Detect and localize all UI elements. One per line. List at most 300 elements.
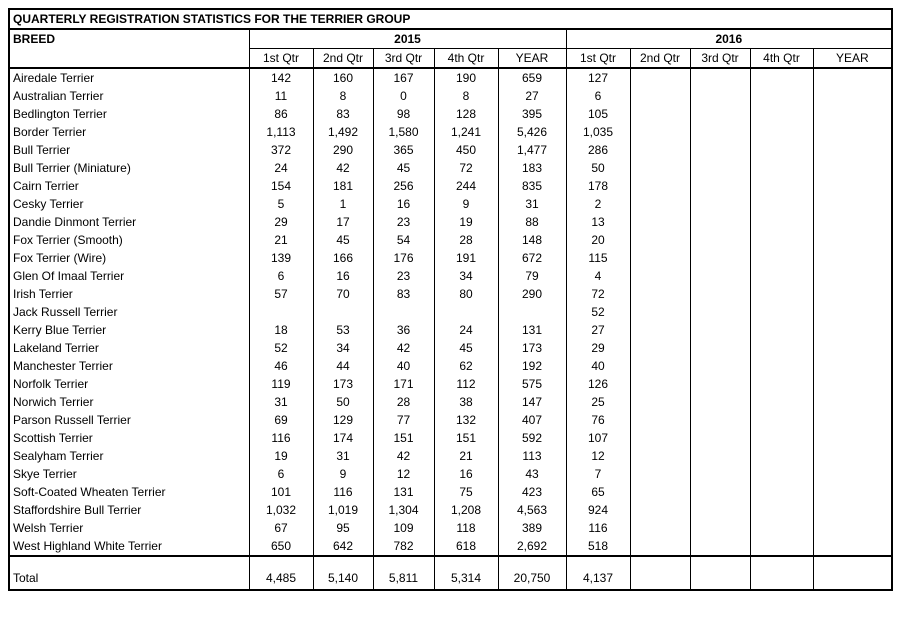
value-cell: 8 — [434, 87, 498, 105]
total-value-cell: 20,750 — [498, 556, 566, 590]
value-cell — [690, 141, 750, 159]
value-cell: 924 — [566, 501, 630, 519]
value-cell: 83 — [373, 285, 434, 303]
breed-name: Bedlington Terrier — [9, 105, 249, 123]
value-cell: 12 — [566, 447, 630, 465]
breed-name: Glen Of Imaal Terrier — [9, 267, 249, 285]
value-cell: 75 — [434, 483, 498, 501]
value-cell — [813, 249, 892, 267]
value-cell: 178 — [566, 177, 630, 195]
value-cell — [813, 339, 892, 357]
value-cell: 27 — [498, 87, 566, 105]
value-cell — [813, 393, 892, 411]
value-cell: 45 — [313, 231, 373, 249]
value-cell: 29 — [566, 339, 630, 357]
column-header-2015-4th-qtr: 4th Qtr — [434, 49, 498, 69]
value-cell: 365 — [373, 141, 434, 159]
value-cell — [750, 249, 813, 267]
column-header-2016-3rd-qtr: 3rd Qtr — [690, 49, 750, 69]
breed-name: Cesky Terrier — [9, 195, 249, 213]
value-cell: 1,580 — [373, 123, 434, 141]
value-cell: 244 — [434, 177, 498, 195]
value-cell: 256 — [373, 177, 434, 195]
value-cell: 618 — [434, 537, 498, 556]
value-cell — [630, 249, 690, 267]
value-cell — [750, 357, 813, 375]
value-cell — [690, 231, 750, 249]
value-cell — [690, 483, 750, 501]
value-cell — [813, 519, 892, 537]
value-cell: 592 — [498, 429, 566, 447]
total-value-cell: 5,140 — [313, 556, 373, 590]
value-cell: 50 — [313, 393, 373, 411]
table-row — [9, 177, 892, 195]
value-cell: 19 — [249, 447, 313, 465]
value-cell — [750, 231, 813, 249]
value-cell: 17 — [313, 213, 373, 231]
value-cell — [630, 537, 690, 556]
value-cell — [750, 159, 813, 177]
value-cell — [690, 303, 750, 321]
value-cell: 42 — [313, 159, 373, 177]
table-row — [9, 123, 892, 141]
value-cell: 101 — [249, 483, 313, 501]
value-cell — [813, 123, 892, 141]
value-cell — [630, 303, 690, 321]
value-cell: 43 — [498, 465, 566, 483]
breed-name: Scottish Terrier — [9, 429, 249, 447]
value-cell: 1,035 — [566, 123, 630, 141]
value-cell — [813, 105, 892, 123]
value-cell: 395 — [498, 105, 566, 123]
table-row — [9, 321, 892, 339]
value-cell: 2,692 — [498, 537, 566, 556]
value-cell: 27 — [566, 321, 630, 339]
table-row — [9, 105, 892, 123]
value-cell — [690, 159, 750, 177]
value-cell — [750, 375, 813, 393]
value-cell: 53 — [313, 321, 373, 339]
table-row — [9, 375, 892, 393]
value-cell: 79 — [498, 267, 566, 285]
value-cell — [750, 519, 813, 537]
value-cell: 52 — [566, 303, 630, 321]
value-cell: 290 — [498, 285, 566, 303]
value-cell — [690, 429, 750, 447]
value-cell: 650 — [249, 537, 313, 556]
value-cell: 116 — [313, 483, 373, 501]
value-cell — [630, 501, 690, 519]
value-cell: 28 — [373, 393, 434, 411]
value-cell — [630, 213, 690, 231]
table-foot — [9, 556, 892, 590]
value-cell: 16 — [434, 465, 498, 483]
value-cell: 95 — [313, 519, 373, 537]
value-cell: 389 — [498, 519, 566, 537]
value-cell — [750, 393, 813, 411]
value-cell: 24 — [249, 159, 313, 177]
value-cell — [750, 303, 813, 321]
table-row — [9, 231, 892, 249]
breed-name: Sealyham Terrier — [9, 447, 249, 465]
value-cell — [690, 267, 750, 285]
value-cell — [690, 393, 750, 411]
value-cell: 6 — [249, 465, 313, 483]
value-cell: 77 — [373, 411, 434, 429]
value-cell — [630, 411, 690, 429]
value-cell: 1,019 — [313, 501, 373, 519]
value-cell — [690, 321, 750, 339]
value-cell — [630, 87, 690, 105]
value-cell: 113 — [498, 447, 566, 465]
column-header-2015-2nd-qtr: 2nd Qtr — [313, 49, 373, 69]
value-cell: 147 — [498, 393, 566, 411]
value-cell: 115 — [566, 249, 630, 267]
total-value-cell: 4,137 — [566, 556, 630, 590]
column-group-2016: 2016 — [566, 29, 892, 49]
value-cell — [813, 231, 892, 249]
value-cell — [630, 105, 690, 123]
value-cell — [498, 303, 566, 321]
value-cell: 31 — [249, 393, 313, 411]
value-cell — [750, 105, 813, 123]
year-group-header-row — [9, 29, 892, 49]
value-cell — [630, 195, 690, 213]
value-cell — [750, 213, 813, 231]
value-cell: 80 — [434, 285, 498, 303]
value-cell — [249, 303, 313, 321]
value-cell: 672 — [498, 249, 566, 267]
value-cell: 575 — [498, 375, 566, 393]
value-cell — [630, 393, 690, 411]
value-cell: 45 — [434, 339, 498, 357]
value-cell — [690, 68, 750, 87]
value-cell: 28 — [434, 231, 498, 249]
value-cell: 154 — [249, 177, 313, 195]
value-cell: 31 — [313, 447, 373, 465]
value-cell: 107 — [566, 429, 630, 447]
value-cell — [750, 483, 813, 501]
table-row — [9, 501, 892, 519]
title-row — [9, 9, 892, 29]
table-row — [9, 339, 892, 357]
value-cell: 132 — [434, 411, 498, 429]
value-cell: 151 — [373, 429, 434, 447]
table-row — [9, 267, 892, 285]
column-group-2015: 2015 — [249, 29, 566, 49]
value-cell — [813, 68, 892, 87]
value-cell: 50 — [566, 159, 630, 177]
value-cell: 70 — [313, 285, 373, 303]
breed-name: Fox Terrier (Wire) — [9, 249, 249, 267]
value-cell — [630, 519, 690, 537]
column-header-2015-1st-qtr: 1st Qtr — [249, 49, 313, 69]
value-cell: 1,241 — [434, 123, 498, 141]
value-cell: 25 — [566, 393, 630, 411]
value-cell — [630, 267, 690, 285]
value-cell — [690, 105, 750, 123]
value-cell — [373, 303, 434, 321]
value-cell: 116 — [566, 519, 630, 537]
value-cell: 176 — [373, 249, 434, 267]
value-cell: 118 — [434, 519, 498, 537]
value-cell: 171 — [373, 375, 434, 393]
value-cell: 57 — [249, 285, 313, 303]
value-cell — [813, 159, 892, 177]
value-cell: 127 — [566, 68, 630, 87]
value-cell — [750, 195, 813, 213]
value-cell — [630, 141, 690, 159]
table-row — [9, 519, 892, 537]
value-cell — [813, 501, 892, 519]
breed-name: Lakeland Terrier — [9, 339, 249, 357]
value-cell: 1,492 — [313, 123, 373, 141]
value-cell: 160 — [313, 68, 373, 87]
value-cell: 167 — [373, 68, 434, 87]
value-cell — [630, 339, 690, 357]
value-cell — [813, 375, 892, 393]
value-cell: 5 — [249, 195, 313, 213]
value-cell: 116 — [249, 429, 313, 447]
total-value-cell: 5,314 — [434, 556, 498, 590]
value-cell: 13 — [566, 213, 630, 231]
value-cell — [813, 537, 892, 556]
value-cell — [690, 339, 750, 357]
value-cell: 36 — [373, 321, 434, 339]
value-cell: 109 — [373, 519, 434, 537]
value-cell: 76 — [566, 411, 630, 429]
value-cell: 0 — [373, 87, 434, 105]
value-cell — [813, 177, 892, 195]
value-cell: 7 — [566, 465, 630, 483]
value-cell — [690, 519, 750, 537]
value-cell — [630, 357, 690, 375]
value-cell: 191 — [434, 249, 498, 267]
value-cell: 1,477 — [498, 141, 566, 159]
total-label: Total — [9, 556, 249, 590]
breed-name: West Highland White Terrier — [9, 537, 249, 556]
value-cell: 86 — [249, 105, 313, 123]
value-cell: 69 — [249, 411, 313, 429]
breed-name: Skye Terrier — [9, 465, 249, 483]
value-cell — [630, 375, 690, 393]
total-value-cell — [750, 556, 813, 590]
value-cell: 88 — [498, 213, 566, 231]
value-cell: 148 — [498, 231, 566, 249]
value-cell — [750, 537, 813, 556]
value-cell — [690, 249, 750, 267]
value-cell — [813, 213, 892, 231]
breed-name: Jack Russell Terrier — [9, 303, 249, 321]
value-cell — [750, 429, 813, 447]
value-cell: 23 — [373, 213, 434, 231]
value-cell: 1 — [313, 195, 373, 213]
value-cell: 423 — [498, 483, 566, 501]
value-cell — [813, 141, 892, 159]
value-cell — [630, 447, 690, 465]
table-row — [9, 249, 892, 267]
value-cell: 835 — [498, 177, 566, 195]
value-cell: 119 — [249, 375, 313, 393]
value-cell — [813, 87, 892, 105]
table-row — [9, 393, 892, 411]
table-body — [9, 68, 892, 556]
value-cell — [813, 303, 892, 321]
value-cell: 173 — [498, 339, 566, 357]
value-cell: 5,426 — [498, 123, 566, 141]
value-cell: 29 — [249, 213, 313, 231]
value-cell — [690, 537, 750, 556]
table-row — [9, 465, 892, 483]
value-cell: 183 — [498, 159, 566, 177]
page-title: QUARTERLY REGISTRATION STATISTICS FOR THE TERRIER GROUP — [9, 9, 892, 29]
value-cell: 105 — [566, 105, 630, 123]
table-row — [9, 483, 892, 501]
breed-name: Bull Terrier — [9, 141, 249, 159]
value-cell: 9 — [434, 195, 498, 213]
table-row — [9, 537, 892, 556]
value-cell: 1,032 — [249, 501, 313, 519]
table-row — [9, 303, 892, 321]
value-cell — [750, 501, 813, 519]
value-cell: 4 — [566, 267, 630, 285]
value-cell: 6 — [249, 267, 313, 285]
value-cell — [750, 465, 813, 483]
table-row — [9, 285, 892, 303]
value-cell — [690, 465, 750, 483]
total-value-cell — [630, 556, 690, 590]
value-cell: 112 — [434, 375, 498, 393]
value-cell — [690, 195, 750, 213]
value-cell: 642 — [313, 537, 373, 556]
value-cell: 174 — [313, 429, 373, 447]
value-cell — [750, 285, 813, 303]
value-cell: 40 — [373, 357, 434, 375]
value-cell: 659 — [498, 68, 566, 87]
value-cell — [813, 357, 892, 375]
value-cell — [690, 285, 750, 303]
value-cell — [750, 411, 813, 429]
table-row — [9, 195, 892, 213]
value-cell — [750, 321, 813, 339]
table-row — [9, 159, 892, 177]
column-header-2015-year: YEAR — [498, 49, 566, 69]
value-cell: 128 — [434, 105, 498, 123]
value-cell: 24 — [434, 321, 498, 339]
value-cell: 518 — [566, 537, 630, 556]
breed-name: Norfolk Terrier — [9, 375, 249, 393]
value-cell — [813, 195, 892, 213]
value-cell: 72 — [434, 159, 498, 177]
value-cell: 142 — [249, 68, 313, 87]
value-cell: 65 — [566, 483, 630, 501]
table-row — [9, 141, 892, 159]
table-row — [9, 447, 892, 465]
value-cell — [630, 465, 690, 483]
value-cell — [630, 123, 690, 141]
value-cell: 31 — [498, 195, 566, 213]
breed-name: Manchester Terrier — [9, 357, 249, 375]
value-cell: 44 — [313, 357, 373, 375]
breed-name: Dandie Dinmont Terrier — [9, 213, 249, 231]
breed-name: Kerry Blue Terrier — [9, 321, 249, 339]
value-cell — [813, 447, 892, 465]
total-row — [9, 556, 892, 590]
value-cell — [313, 303, 373, 321]
value-cell — [630, 68, 690, 87]
value-cell: 21 — [434, 447, 498, 465]
table-row — [9, 357, 892, 375]
value-cell: 23 — [373, 267, 434, 285]
value-cell — [750, 123, 813, 141]
breed-name: Irish Terrier — [9, 285, 249, 303]
value-cell — [630, 285, 690, 303]
column-header-2016-1st-qtr: 1st Qtr — [566, 49, 630, 69]
value-cell — [690, 123, 750, 141]
column-header-2015-3rd-qtr: 3rd Qtr — [373, 49, 434, 69]
value-cell: 40 — [566, 357, 630, 375]
value-cell — [690, 357, 750, 375]
value-cell: 46 — [249, 357, 313, 375]
value-cell: 450 — [434, 141, 498, 159]
total-value-cell: 5,811 — [373, 556, 434, 590]
value-cell: 131 — [498, 321, 566, 339]
value-cell — [630, 483, 690, 501]
value-cell: 181 — [313, 177, 373, 195]
value-cell — [690, 177, 750, 195]
value-cell — [750, 267, 813, 285]
value-cell: 19 — [434, 213, 498, 231]
value-cell: 1,208 — [434, 501, 498, 519]
value-cell: 6 — [566, 87, 630, 105]
value-cell — [690, 87, 750, 105]
value-cell — [690, 375, 750, 393]
value-cell — [750, 87, 813, 105]
value-cell: 11 — [249, 87, 313, 105]
value-cell — [750, 141, 813, 159]
value-cell — [813, 429, 892, 447]
value-cell: 62 — [434, 357, 498, 375]
value-cell — [630, 321, 690, 339]
breed-name: Fox Terrier (Smooth) — [9, 231, 249, 249]
value-cell: 12 — [373, 465, 434, 483]
value-cell — [813, 483, 892, 501]
value-cell: 1,113 — [249, 123, 313, 141]
breed-name: Welsh Terrier — [9, 519, 249, 537]
value-cell: 9 — [313, 465, 373, 483]
value-cell: 2 — [566, 195, 630, 213]
total-value-cell — [813, 556, 892, 590]
value-cell — [813, 321, 892, 339]
value-cell: 173 — [313, 375, 373, 393]
value-cell: 190 — [434, 68, 498, 87]
value-cell: 16 — [313, 267, 373, 285]
column-header-2016-2nd-qtr: 2nd Qtr — [630, 49, 690, 69]
value-cell: 42 — [373, 447, 434, 465]
value-cell — [690, 447, 750, 465]
breed-name: Staffordshire Bull Terrier — [9, 501, 249, 519]
value-cell: 372 — [249, 141, 313, 159]
value-cell: 67 — [249, 519, 313, 537]
table-row — [9, 87, 892, 105]
value-cell — [750, 339, 813, 357]
breed-name: Australian Terrier — [9, 87, 249, 105]
value-cell — [690, 411, 750, 429]
breed-name: Border Terrier — [9, 123, 249, 141]
value-cell: 286 — [566, 141, 630, 159]
value-cell — [434, 303, 498, 321]
table-row — [9, 68, 892, 87]
